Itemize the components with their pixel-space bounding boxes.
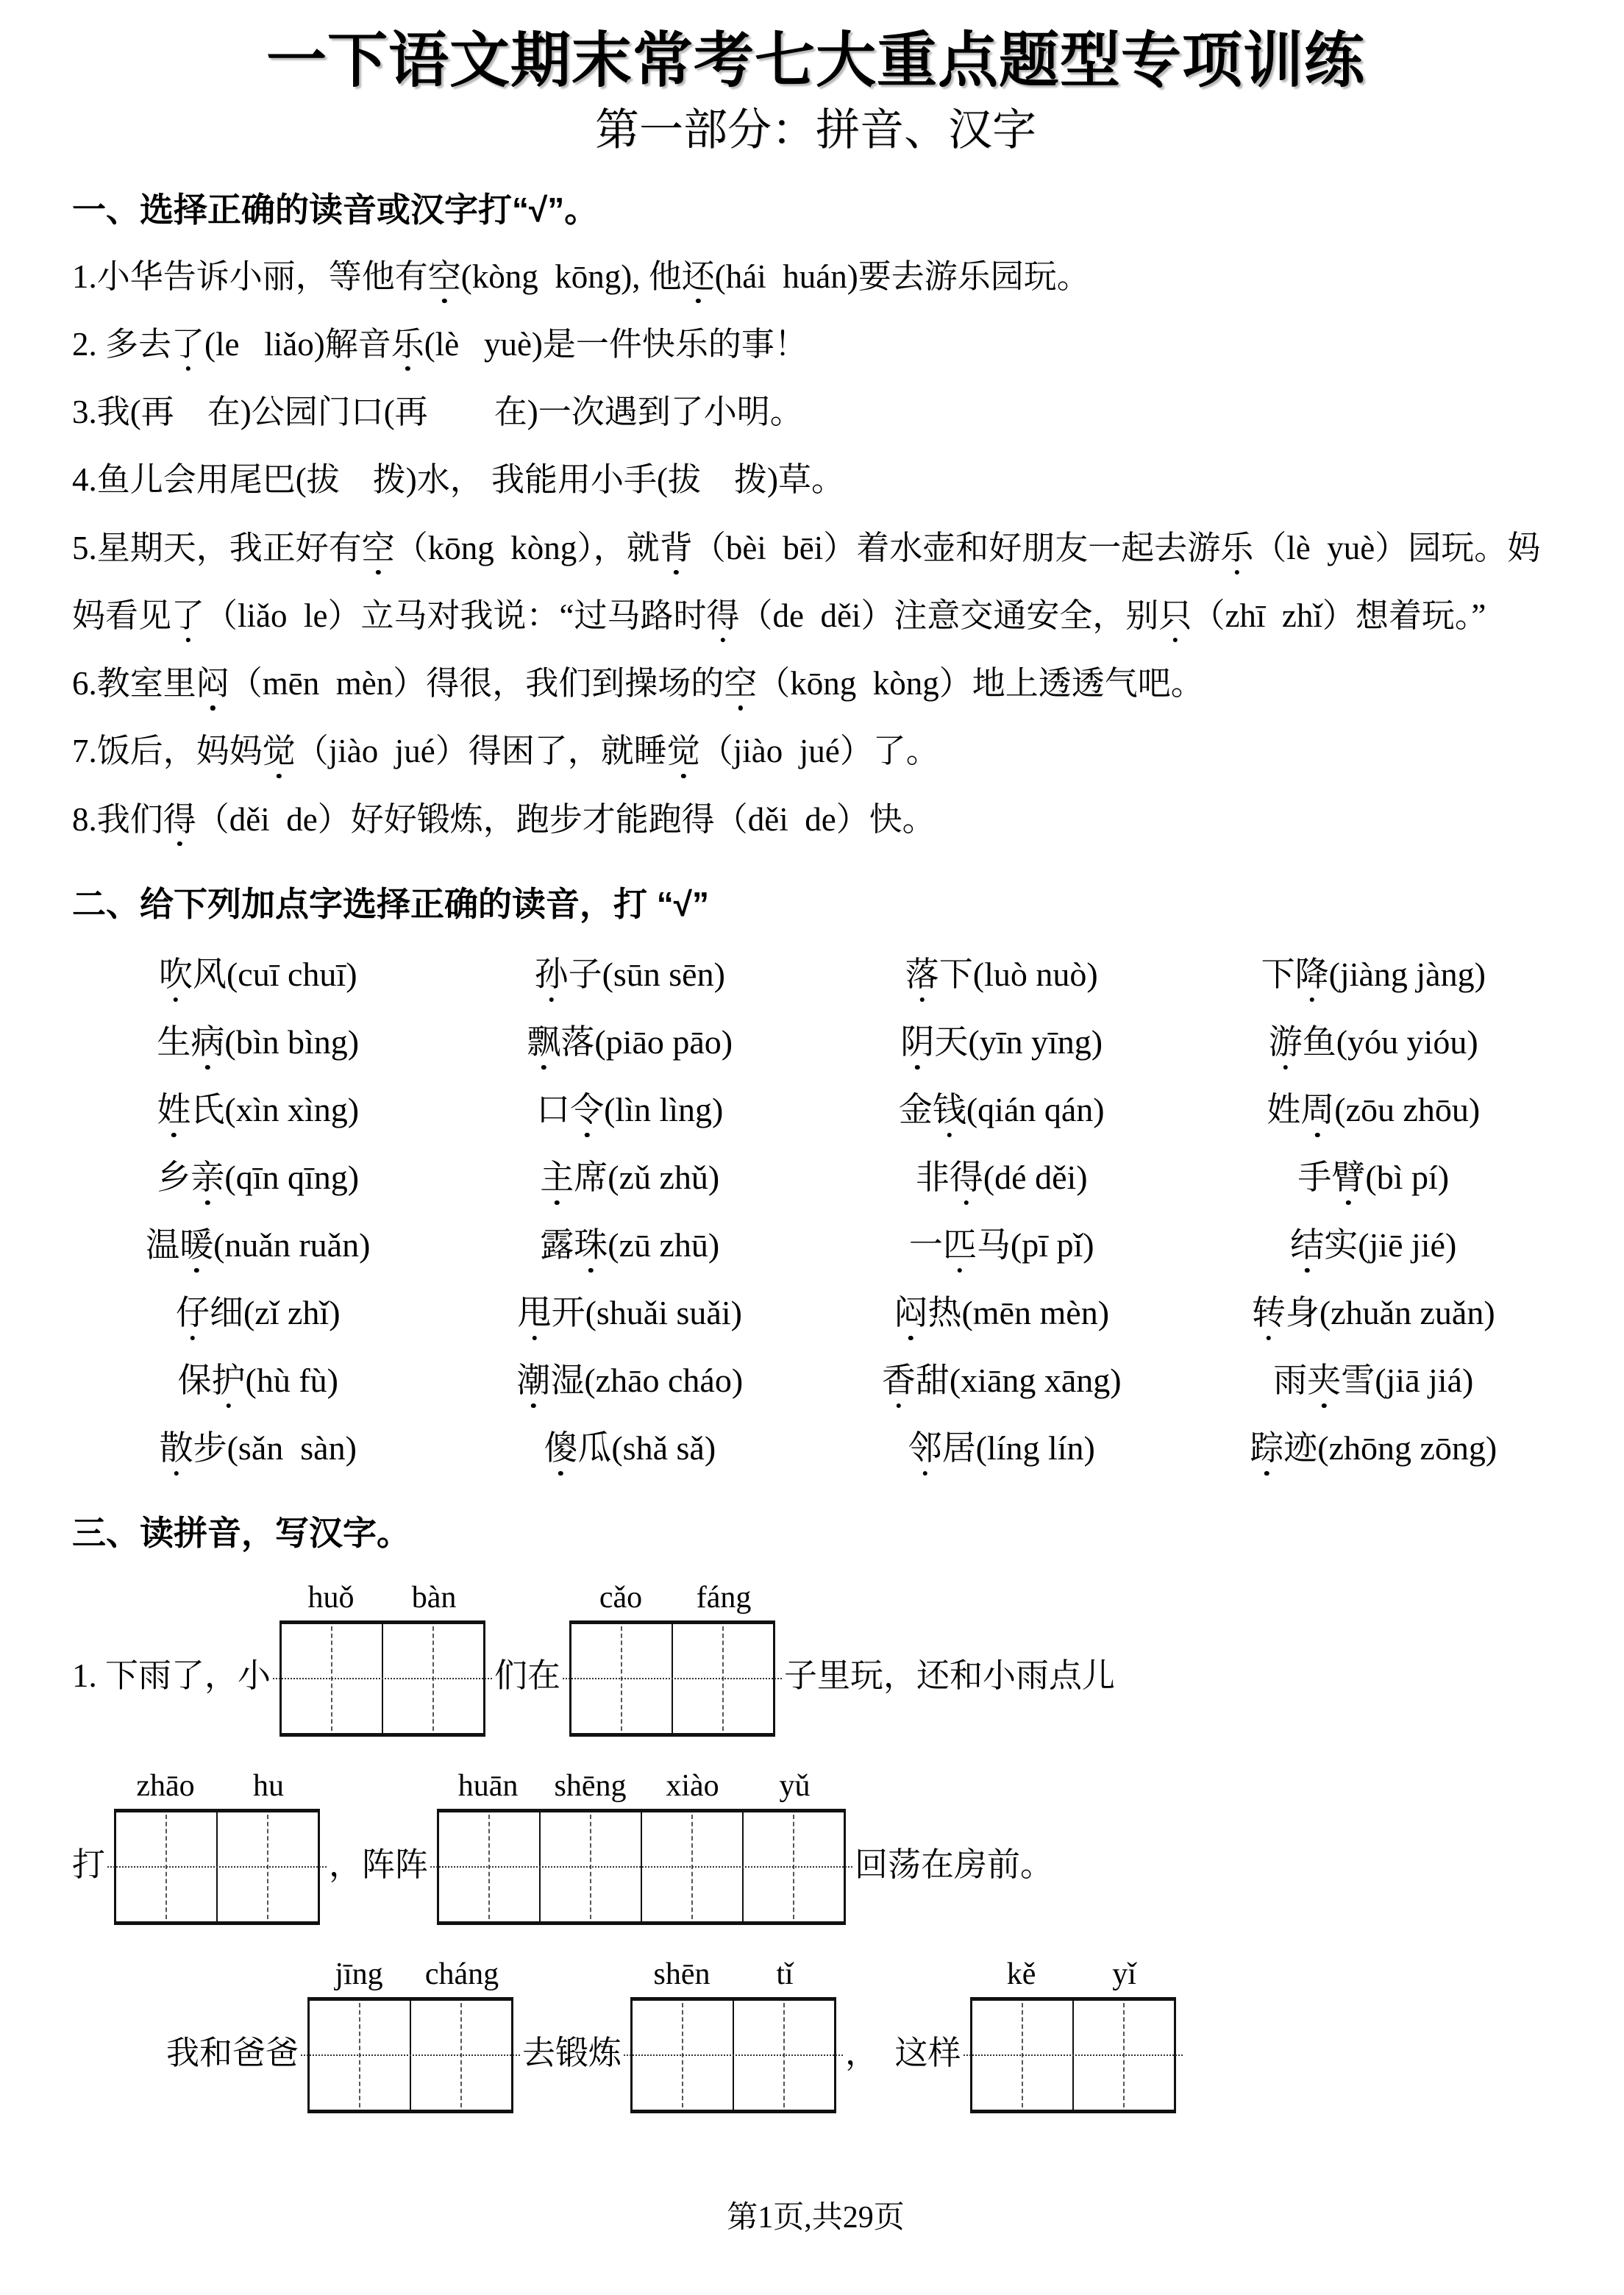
word-entry: 吹风(cuī chuī) xyxy=(158,956,357,994)
text-run: 回荡在房前。 xyxy=(855,1846,1054,1883)
pinyin-syllable: jīng xyxy=(335,1957,383,1992)
text-run: 们在 xyxy=(494,1657,561,1695)
emphasized-char: 落 xyxy=(905,956,939,994)
question-item: 4.鱼儿会用尾巴(拔 拨)水， 我能用小手(拔 拨)草。 xyxy=(72,461,844,499)
word-entry: 非得(dé děi) xyxy=(915,1159,1088,1197)
pinyin-label xyxy=(569,1581,775,1615)
writing-box-group xyxy=(970,1957,1176,2113)
writing-cell xyxy=(733,2001,834,2110)
text-run: 1. 下雨了，小 xyxy=(72,1657,271,1695)
pinyin-syllable: zhāo xyxy=(136,1768,195,1803)
emphasized-char: 觉 xyxy=(666,733,700,770)
word-entry: 金钱(qián qán) xyxy=(898,1091,1105,1129)
writing-cell xyxy=(282,1624,382,1733)
word-entry: 闷热(mēn mèn) xyxy=(894,1294,1110,1332)
word-entry: 游鱼(yóu yióu) xyxy=(1268,1023,1478,1061)
emphasized-char: 闷 xyxy=(894,1294,928,1332)
page-subtitle: 第一部分：拼音、汉字 xyxy=(595,106,1036,155)
section3-lines xyxy=(72,1580,1559,2132)
pinyin-writing-line xyxy=(72,1580,1559,1754)
word-entry: 邻居(líng lín) xyxy=(908,1429,1095,1467)
pinyin-syllable: hu xyxy=(253,1768,285,1803)
emphasized-char: 只 xyxy=(1158,597,1192,634)
emphasized-char: 转 xyxy=(1251,1294,1286,1332)
emphasized-char: 乐 xyxy=(391,325,424,363)
emphasized-char: 还 xyxy=(681,257,715,295)
word-entry: 雨夹雪(jiā jiá) xyxy=(1273,1362,1474,1400)
emphasized-char: 飘 xyxy=(527,1023,561,1061)
word-entry: 露珠(zū zhū) xyxy=(540,1226,720,1264)
pinyin-label xyxy=(114,1769,320,1803)
pinyin-syllable: shēng xyxy=(554,1768,627,1803)
pinyin-syllable: yǔ xyxy=(779,1768,811,1803)
pinyin-label xyxy=(307,1957,513,1991)
writing-cell xyxy=(410,2001,511,2110)
emphasized-char: 病 xyxy=(190,1023,225,1061)
question-item: 7.饭后，妈妈觉（jiào jué）得困了，就睡觉（jiào jué）了。 xyxy=(72,733,939,770)
emphasized-char: 了 xyxy=(171,325,205,363)
writing-cell xyxy=(1072,2001,1174,2110)
writing-cell xyxy=(641,1812,742,1921)
page-footer: 第1页,共29页 xyxy=(727,2201,905,2235)
section2-word-grid xyxy=(72,941,1559,1482)
word-entry: 踪迹(zhōng zōng) xyxy=(1250,1429,1497,1467)
emphasized-char: 得 xyxy=(706,597,740,634)
word-entry: 一匹马(pī pǐ) xyxy=(908,1226,1094,1264)
question-item: 1.小华告诉小丽，等他有空(kòng kōng), 他还(hái huán)要去游乐园玩。 xyxy=(72,257,1090,295)
writing-grid xyxy=(437,1809,846,1925)
emphasized-char: 踪 xyxy=(1250,1429,1284,1467)
emphasized-char: 邻 xyxy=(908,1429,942,1467)
writing-box-group xyxy=(279,1581,485,1737)
emphasized-char: 周 xyxy=(1300,1091,1335,1129)
pinyin-writing-line xyxy=(72,1768,1559,1943)
emphasized-char: 结 xyxy=(1290,1226,1325,1264)
writing-grid xyxy=(307,1997,513,2113)
word-entry: 落下(luò nuò) xyxy=(905,956,1098,994)
word-entry: 甩开(shuǎi suǎi) xyxy=(517,1294,742,1332)
emphasized-char: 空 xyxy=(427,257,461,295)
section1-heading: 一、选择正确的读音或汉字打“√”。 xyxy=(72,191,599,230)
emphasized-char: 背 xyxy=(659,529,693,566)
pinyin-label xyxy=(437,1769,846,1803)
pinyin-syllable: shēn xyxy=(653,1957,710,1992)
word-entry: 乡亲(qīn qīng) xyxy=(157,1159,360,1197)
emphasized-char: 令 xyxy=(570,1091,605,1129)
text-run: ，阵阵 xyxy=(329,1846,429,1883)
emphasized-char: 亲 xyxy=(190,1159,225,1197)
word-entry: 结实(jiē jié) xyxy=(1290,1226,1457,1264)
pinyin-syllable: kě xyxy=(1006,1957,1036,1992)
pinyin-syllable: yǐ xyxy=(1112,1957,1136,1992)
word-entry: 散步(sǎn sàn) xyxy=(159,1429,357,1467)
writing-cell xyxy=(633,2001,733,2110)
word-entry: 生病(bìn bìng) xyxy=(157,1023,360,1061)
writing-grid xyxy=(279,1620,485,1737)
emphasized-char: 护 xyxy=(211,1362,246,1400)
emphasized-char: 潮 xyxy=(516,1362,551,1400)
word-entry: 口令(lìn lìng) xyxy=(536,1091,724,1129)
section2-heading: 二、给下列加点字选择正确的读音，打 “√” xyxy=(72,884,710,923)
word-entry: 下降(jiàng jàng) xyxy=(1261,956,1486,994)
pinyin-syllable: fáng xyxy=(696,1580,752,1615)
emphasized-char: 主 xyxy=(540,1159,574,1197)
emphasized-char: 甩 xyxy=(517,1294,552,1332)
writing-box-group xyxy=(114,1769,320,1925)
word-entry: 保护(hù fù) xyxy=(177,1362,338,1400)
writing-grid xyxy=(569,1620,775,1737)
pinyin-syllable: bàn xyxy=(411,1580,457,1615)
writing-cell xyxy=(310,2001,410,2110)
word-entry: 仔细(zǐ zhǐ) xyxy=(175,1294,341,1332)
pinyin-syllable: cǎo xyxy=(599,1580,643,1615)
text-run: 去锻炼 xyxy=(522,2034,622,2071)
word-entry: 转身(zhuǎn zuǎn) xyxy=(1251,1294,1495,1332)
word-entry: 主席(zǔ zhǔ) xyxy=(540,1159,720,1197)
pinyin-syllable: xiào xyxy=(666,1768,719,1803)
pinyin-syllable: tǐ xyxy=(776,1957,794,1992)
writing-box-group xyxy=(630,1957,836,2113)
emphasized-char: 得 xyxy=(949,1159,983,1197)
emphasized-char: 了 xyxy=(171,597,205,634)
emphasized-char: 阴 xyxy=(900,1023,935,1061)
writing-box-group xyxy=(569,1581,775,1737)
emphasized-char: 空 xyxy=(361,529,395,566)
emphasized-char: 姓 xyxy=(157,1091,191,1129)
word-entry: 飘落(piāo pāo) xyxy=(527,1023,733,1061)
text-run: 子里玩，还和小雨点儿 xyxy=(784,1657,1116,1695)
section1-items xyxy=(72,243,1559,853)
pinyin-syllable: huǒ xyxy=(307,1580,355,1615)
word-entry: 手臂(bì pí) xyxy=(1297,1159,1450,1197)
text-run: ， 这样 xyxy=(845,2034,961,2071)
emphasized-char: 珠 xyxy=(574,1226,608,1264)
pinyin-writing-line xyxy=(166,1957,1559,2131)
writing-cell xyxy=(742,1812,844,1921)
question-item: 6.教室里闷（mēn mèn）得很，我们到操场的空（kōng kòng）地上透透气吧。 xyxy=(72,665,1204,702)
word-entry: 香甜(xiāng xāng) xyxy=(881,1362,1122,1400)
pinyin-label xyxy=(279,1581,485,1615)
emphasized-char: 仔 xyxy=(175,1294,210,1332)
question-item: 2. 多去了(le liǎo)解音乐(lè yuè)是一件快乐的事！ xyxy=(72,325,808,363)
emphasized-char: 夹 xyxy=(1307,1362,1342,1400)
text-run: 我和爸爸 xyxy=(166,2034,299,2071)
pinyin-syllable: huān xyxy=(457,1768,519,1803)
writing-cell xyxy=(672,1624,773,1733)
writing-cell xyxy=(571,1624,672,1733)
writing-box-group xyxy=(437,1769,846,1925)
emphasized-char: 觉 xyxy=(262,733,296,770)
word-entry: 潮湿(zhāo cháo) xyxy=(516,1362,744,1400)
writing-cell xyxy=(216,1812,318,1921)
emphasized-char: 散 xyxy=(159,1429,193,1467)
writing-grid xyxy=(114,1809,320,1925)
pinyin-syllable: cháng xyxy=(424,1957,499,1992)
writing-box-group xyxy=(307,1957,513,2113)
writing-grid xyxy=(630,1997,836,2113)
writing-cell xyxy=(972,2001,1072,2110)
word-entry: 姓氏(xìn xìng) xyxy=(157,1091,360,1129)
writing-cell xyxy=(382,1624,483,1733)
emphasized-char: 吹 xyxy=(158,956,193,994)
emphasized-char: 闷 xyxy=(196,665,229,702)
pinyin-label xyxy=(970,1957,1176,1991)
emphasized-char: 空 xyxy=(724,665,758,702)
writing-grid xyxy=(970,1997,1176,2113)
emphasized-char: 匹 xyxy=(942,1226,977,1264)
emphasized-char: 钱 xyxy=(932,1091,966,1129)
section3-heading: 三、读拼音，写汉字。 xyxy=(72,1514,410,1553)
word-entry: 温暖(nuǎn ruǎn) xyxy=(146,1226,371,1264)
emphasized-char: 香 xyxy=(881,1362,916,1400)
question-item: 3.我(再 在)公园门口(再 在)一次遇到了小明。 xyxy=(72,394,803,431)
word-entry: 傻瓜(shǎ sǎ) xyxy=(544,1429,716,1467)
writing-cell xyxy=(439,1812,539,1921)
writing-cell xyxy=(539,1812,641,1921)
question-item: 8.我们得（děi de）好好锻炼，跑步才能跑得（děi de）快。 xyxy=(72,800,936,838)
text-run: 打 xyxy=(72,1846,106,1883)
word-entry: 孙子(sūn sēn) xyxy=(534,956,725,994)
emphasized-char: 游 xyxy=(1268,1023,1303,1061)
word-entry: 姓周(zōu zhōu) xyxy=(1267,1091,1481,1129)
page-title: 一下语文期末常考七大重点题型专项训练 xyxy=(266,27,1365,94)
emphasized-char: 臂 xyxy=(1331,1159,1366,1197)
emphasized-char: 傻 xyxy=(544,1429,578,1467)
writing-cell xyxy=(116,1812,216,1921)
emphasized-char: 乐 xyxy=(1220,529,1254,566)
word-entry: 阴天(yīn yīng) xyxy=(900,1023,1103,1061)
emphasized-char: 孙 xyxy=(534,956,569,994)
emphasized-char: 降 xyxy=(1294,956,1329,994)
pinyin-label xyxy=(630,1957,836,1991)
emphasized-char: 暖 xyxy=(179,1226,214,1264)
question-item: 5.星期天，我正好有空（kōng kòng），就背（bèi bēi）着水壶和好朋友一起去游乐（lè yuè）园玩。妈妈看见了（liǎo le）立马对我说：“过马路时得（de děi）注意交通安全，别只（zhī zhǐ）想着玩。” xyxy=(72,529,1541,634)
emphasized-char: 得 xyxy=(163,800,196,838)
